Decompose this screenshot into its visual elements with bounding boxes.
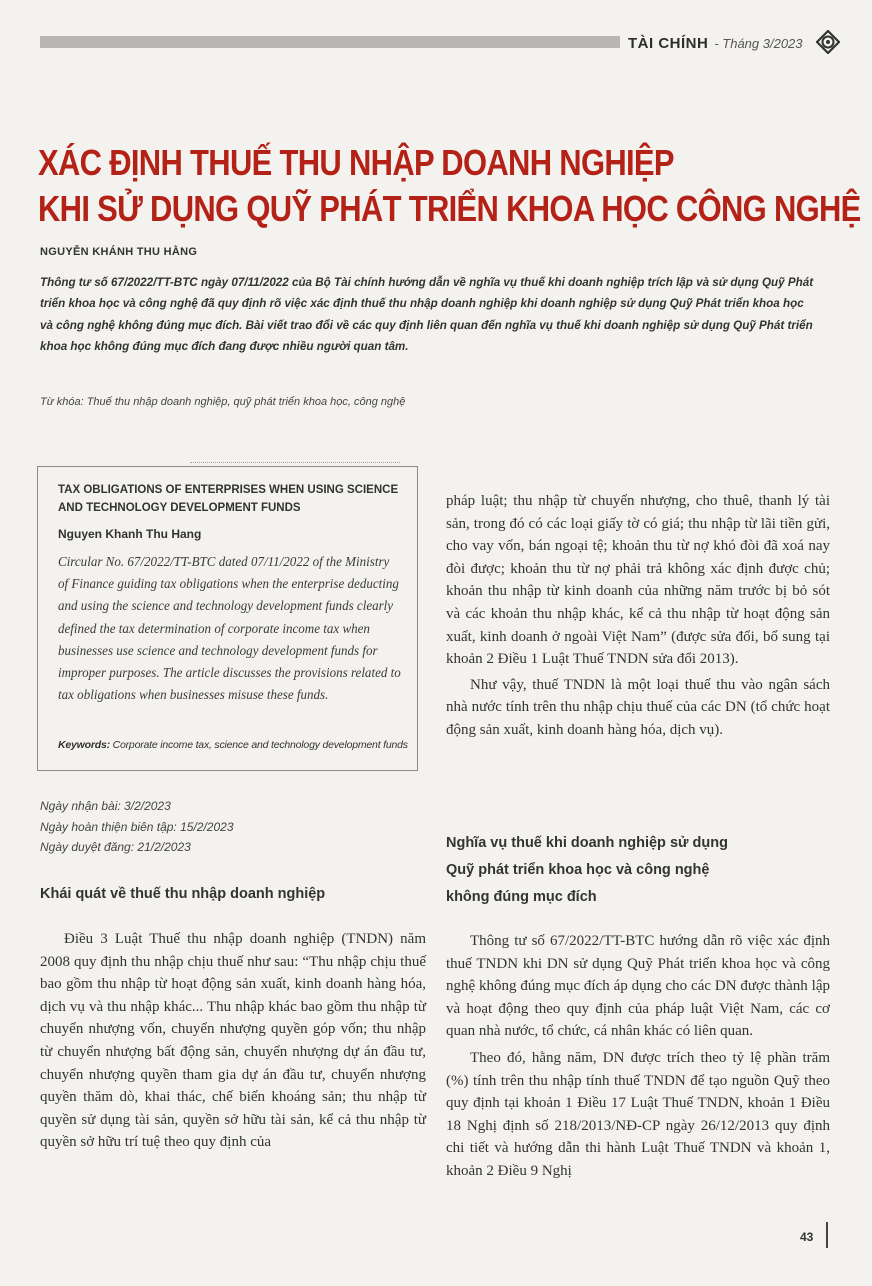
paragraph: Thông tư số 67/2022/TT-BTC hướng dẫn rõ việc xác định thuế TNDN khi DN sử dụng Quỹ Phát triển khoa học và công nghệ không đúng mục đích áp dụng cho các DN được thành lập và hoạt động theo quy định của pháp luật Việt Nam, các cơ quan nhà nước, tổ chức, cá nhân khác có liên quan. xyxy=(446,933,830,1040)
abstract: Thông tư số 67/2022/TT-BTC ngày 07/11/2022 của Bộ Tài chính hướng dẫn về nghĩa vụ thuế khi doanh nghiệp trích lập và sử dụng Quỹ Phát triển khoa học và công nghệ đã quy định rõ việc xác định thuế thu nhập doanh nghiệp khi doanh nghiệp sử dụng Quỹ Phát triển khoa học và công nghệ không đúng mục đích. Bài viết trao đổi về các quy định liên quan đến nghĩa vụ thuế khi doanh nghiệp sử dụng Quỹ Phát triển khoa học không đúng mục đích đang được nhiều người quan tâm. xyxy=(40,275,814,354)
paragraph: Điều 3 Luật Thuế thu nhập doanh nghiệp (TNDN) năm 2008 quy định thu nhập chịu thuế như sau: “Thu nhập chịu thuế bao gồm thu nhập từ hoạt động sản xuất, kinh doanh hàng hóa, dịch vụ và thu nhập khác... Thu nhập khác bao gồm thu nhập từ chuyển nhượng vốn, chuyển nhượng quyền góp vốn; thu nhập từ chuyển nhượng bất động sản, chuyển nhượng dự án đầu tư, chuyển nhượng quyền tham gia dự án đầu tư, chuyển nhượng quyền thăm dò, khai thác, chế biến khoáng sản; thu nhập từ quyền sử dụng tài sản, quyền sở hữu tài sản, kể cả thu nhập từ quyền sở hữu trí tuệ theo quy định của xyxy=(40,931,426,1151)
issue-date: - Tháng 3/2023 xyxy=(714,35,803,51)
heading-line: Nghĩa vụ thuế khi doanh nghiệp sử dụng xyxy=(446,835,728,851)
body-column-right-bottom xyxy=(446,930,830,1183)
paragraph: Theo đó, hằng năm, DN được trích theo tỷ lệ phần trăm (%) tính trên thu nhập tính thuế TNDN để tạo nguồn Quỹ theo quy định tại khoản 1 Điều 17 Luật Thuế TNDN, khoản 1 Điều 18 Nghị định số 218/2013/NĐ-CP ngày 26/12/2013 quy định chi tiết và hướng dẫn thi hành Luật Thuế TNDN và khoản 1, khoản 2 Điều 9 Nghị xyxy=(446,1049,830,1179)
body-column-left xyxy=(40,928,426,1154)
paragraph-continued: pháp luật; thu nhập từ chuyển nhượng, cho thuê, thanh lý tài sản, trong đó có các loại giấy tờ có giá; thu nhập từ lãi tiền gửi, cho vay vốn, bán ngoại tệ; khoản thu từ nợ khó đòi đã xoá nay đòi được; khoản thu từ nợ phải trả không xác định được chủ; khoản thu nhập từ kinh doanh của những năm trước bị bỏ sót và các khoản thu nhập khác, kể cả thu nhập từ hoạt động sản xuất, kinh doanh ở ngoài Việt Nam” (được sửa đổi, bổ sung tại khoản 2 Điều 1 Luật Thuế TNDN sửa đổi 2013). xyxy=(446,493,830,668)
title-line-1: XÁC ĐỊNH THUẾ THU NHẬP DOANH NGHIỆP xyxy=(38,142,674,183)
keywords: Từ khóa: Thuế thu nhập doanh nghiệp, quỹ phát triển khoa học, công nghệ xyxy=(40,396,406,408)
date-received: Ngày nhận bài: 3/2/2023 xyxy=(40,799,171,813)
submission-dates xyxy=(40,796,420,858)
running-header xyxy=(628,32,803,54)
english-keywords-label: Keywords: xyxy=(58,739,110,751)
author-name: NGUYỄN KHÁNH THU HẰNG xyxy=(40,246,198,258)
paragraph: Như vậy, thuế TNDN là một loại thuế thu vào ngân sách nhà nước tính trên thu nhập chịu thuế của các DN (tổ chức hoạt động sản xuất, kinh doanh hàng hóa, dịch vụ). xyxy=(446,676,830,738)
heading-line: không đúng mục đích xyxy=(446,889,597,905)
journal-logo-icon xyxy=(816,30,840,54)
header-rule-bar xyxy=(40,36,620,48)
date-edited: Ngày hoàn thiện biên tập: 15/2/2023 xyxy=(40,819,234,834)
english-author: Nguyen Khanh Thu Hang xyxy=(58,527,202,541)
body-column-right-top xyxy=(446,490,830,742)
heading-line: Quỹ phát triển khoa học và công nghệ xyxy=(446,862,710,878)
title-line-2: KHI SỬ DỤNG QUỸ PHÁT TRIỂN KHOA HỌC CÔNG NGHỆ xyxy=(38,188,861,229)
english-abstract: Circular No. 67/2022/TT-BTC dated 07/11/2022 of the Ministry of Finance guiding tax obligations when the enterprise deducting and using the science and technology development funds clearly defined the tax determination of corporate income tax when businesses use science and technology development funds for improper purposes. The article discusses the provisions related to tax obligations when businesses misuse these funds. xyxy=(58,554,401,703)
page-number-rule xyxy=(826,1222,828,1248)
english-keywords-text: Corporate income tax, science and technology development funds xyxy=(109,739,408,751)
english-keywords xyxy=(58,739,418,751)
journal-section: TÀI CHÍNH xyxy=(628,34,709,52)
section-heading-obligations xyxy=(446,830,830,911)
page-number: 43 xyxy=(800,1230,814,1244)
section-heading-overview: Khái quát về thuế thu nhập doanh nghiệp xyxy=(40,886,326,902)
english-title: TAX OBLIGATIONS OF ENTERPRISES WHEN USING SCIENCE AND TECHNOLOGY DEVELOPMENT FUNDS xyxy=(58,484,399,514)
article-title xyxy=(38,140,861,232)
date-approved: Ngày duyệt đăng: 21/2/2023 xyxy=(40,840,191,854)
english-abstract-box xyxy=(37,466,418,771)
